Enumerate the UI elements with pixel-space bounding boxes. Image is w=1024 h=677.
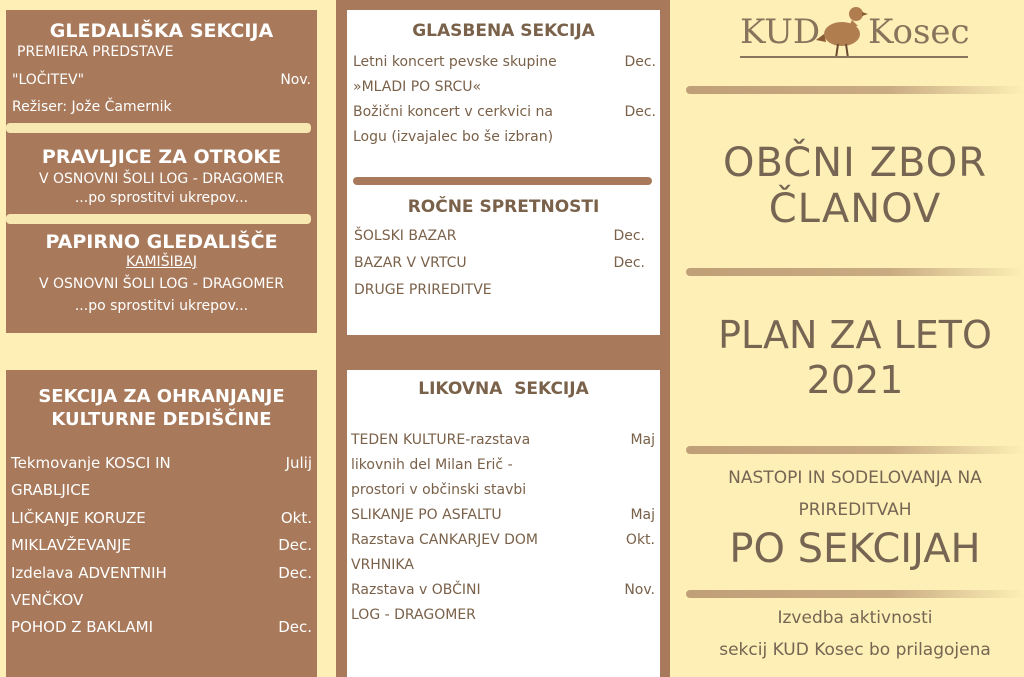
gled-play: "LOČITEV" [12,72,85,88]
list-item-date: Maj [630,432,655,448]
pravljice-line2: ...po sprostitvi ukrepov... [74,190,249,206]
gled-title: GLEDALIŠKA SEKCIJA [49,20,274,42]
papirno-line1: V OSNOVNI ŠOLI LOG - DRAGOMER [38,276,284,292]
izvedba-line-2: sekcij KUD Kosec bo prilagojena [719,640,991,660]
dediscina-panel [6,370,317,677]
list-item-date: Dec. [278,618,312,637]
list-item-label: ŠOLSKI BAZAR [354,228,457,244]
rule-2 [686,268,1024,276]
list-item-date: Nov. [624,582,655,598]
list-item-date: Dec. [278,536,312,555]
list-item-label: Letni koncert pevske skupine [353,54,557,70]
gled-sub: PREMIERA PREDSTAVE [17,44,174,60]
list-item-label: BAZAR V VRTCU [354,255,467,271]
glasbena-title: GLASBENA SEKCIJA [412,21,595,41]
list-item-date: Julij [285,454,312,472]
list-item-label: VRHNIKA [351,557,414,573]
pravljice-title: PRAVLJICE ZA OTROKE [41,146,282,168]
list-item-date: Dec. [613,255,645,271]
list-item-label: VENČKOV [11,591,84,609]
list-item-date: Dec. [278,563,312,582]
nastopi-line-2: PRIREDITVAH [798,500,912,520]
list-item-label: MIKLAVŽEVANJE [11,536,131,555]
list-item-label: SLIKANJE PO ASFALTU [351,507,502,523]
divider-1 [6,123,311,133]
divider-3 [353,177,652,185]
po-sekcijah: PO SEKCIJAH [729,526,981,572]
papirno-line2: ...po sprostitvi ukrepov... [74,298,249,314]
rule-3 [686,446,1024,454]
bird-icon [816,0,868,62]
likovna-panel [347,370,660,677]
list-item-date: Okt. [625,532,655,548]
list-item-date: Okt. [280,508,312,527]
list-item-label: »MLADI PO SRCU« [353,79,482,95]
zbor-line-1: OBČNI ZBOR [722,140,987,186]
logo [686,0,1024,80]
likovna-title: LIKOVNA SEKCIJA [418,379,589,399]
nastopi-line-1: NASTOPI IN SODELOVANJA NA [728,468,982,488]
rocne-title: ROČNE SPRETNOSTI [407,197,600,217]
list-item-label: Tekmovanje KOSCI IN [11,454,171,472]
izvedba-line-1: Izvedba aktivnosti [777,608,933,628]
list-item-label: LIČKANJE KORUZE [11,508,146,527]
list-item-date: Maj [630,507,655,523]
glasbena-panel [347,10,660,335]
list-item-label: POHOD Z BAKLAMI [11,618,154,637]
divider-2 [6,214,311,224]
list-item-label: Božični koncert v cerkvici na [353,104,553,120]
list-item-date: Dec. [624,54,656,70]
list-item-label: Izdelava ADVENTNIH [11,563,167,582]
list-item-label: DRUGE PRIREDITVE [354,282,492,298]
list-item-label: likovnih del Milan Erič - [351,457,513,473]
dediscina-title-1: SEKCIJA ZA OHRANJANJE [38,386,285,407]
list-item-label: Logu (izvajalec bo še izbran) [353,129,554,145]
pravljice-line1: V OSNOVNI ŠOLI LOG - DRAGOMER [38,171,284,187]
rule-4 [686,590,1024,598]
rule-1 [686,86,1024,94]
logo-underline [740,56,968,58]
logo-kosec: Kosec [868,12,970,52]
list-item-label: Razstava CANKARJEV DOM [351,532,538,548]
gledaliska-panel [6,10,317,333]
dediscina-title-2: KULTURNE DEDIŠČINE [51,409,272,430]
list-item-label: Razstava v OBČINI [351,582,481,598]
gled-play-date: Nov. [280,72,311,88]
plan-line-2: 2021 [806,358,904,402]
plan-line-1: PLAN ZA LETO [718,313,992,357]
zbor-line-2: ČLANOV [768,186,942,232]
list-item-label: prostori v občinski stavbi [351,482,527,498]
papirno-sub: KAMIŠIBAJ [125,254,198,270]
papirno-title: PAPIRNO GLEDALIŠČE [45,231,278,253]
list-item-label: GRABLJICE [11,481,91,500]
list-item-date: Dec. [624,104,656,120]
logo-kud: KUD [740,12,821,52]
list-item-label: LOG - DRAGOMER [351,607,476,623]
gled-director: Režiser: Jože Čamernik [12,99,172,115]
list-item-label: TEDEN KULTURE-razstava [351,432,531,448]
list-item-date: Dec. [613,228,645,244]
